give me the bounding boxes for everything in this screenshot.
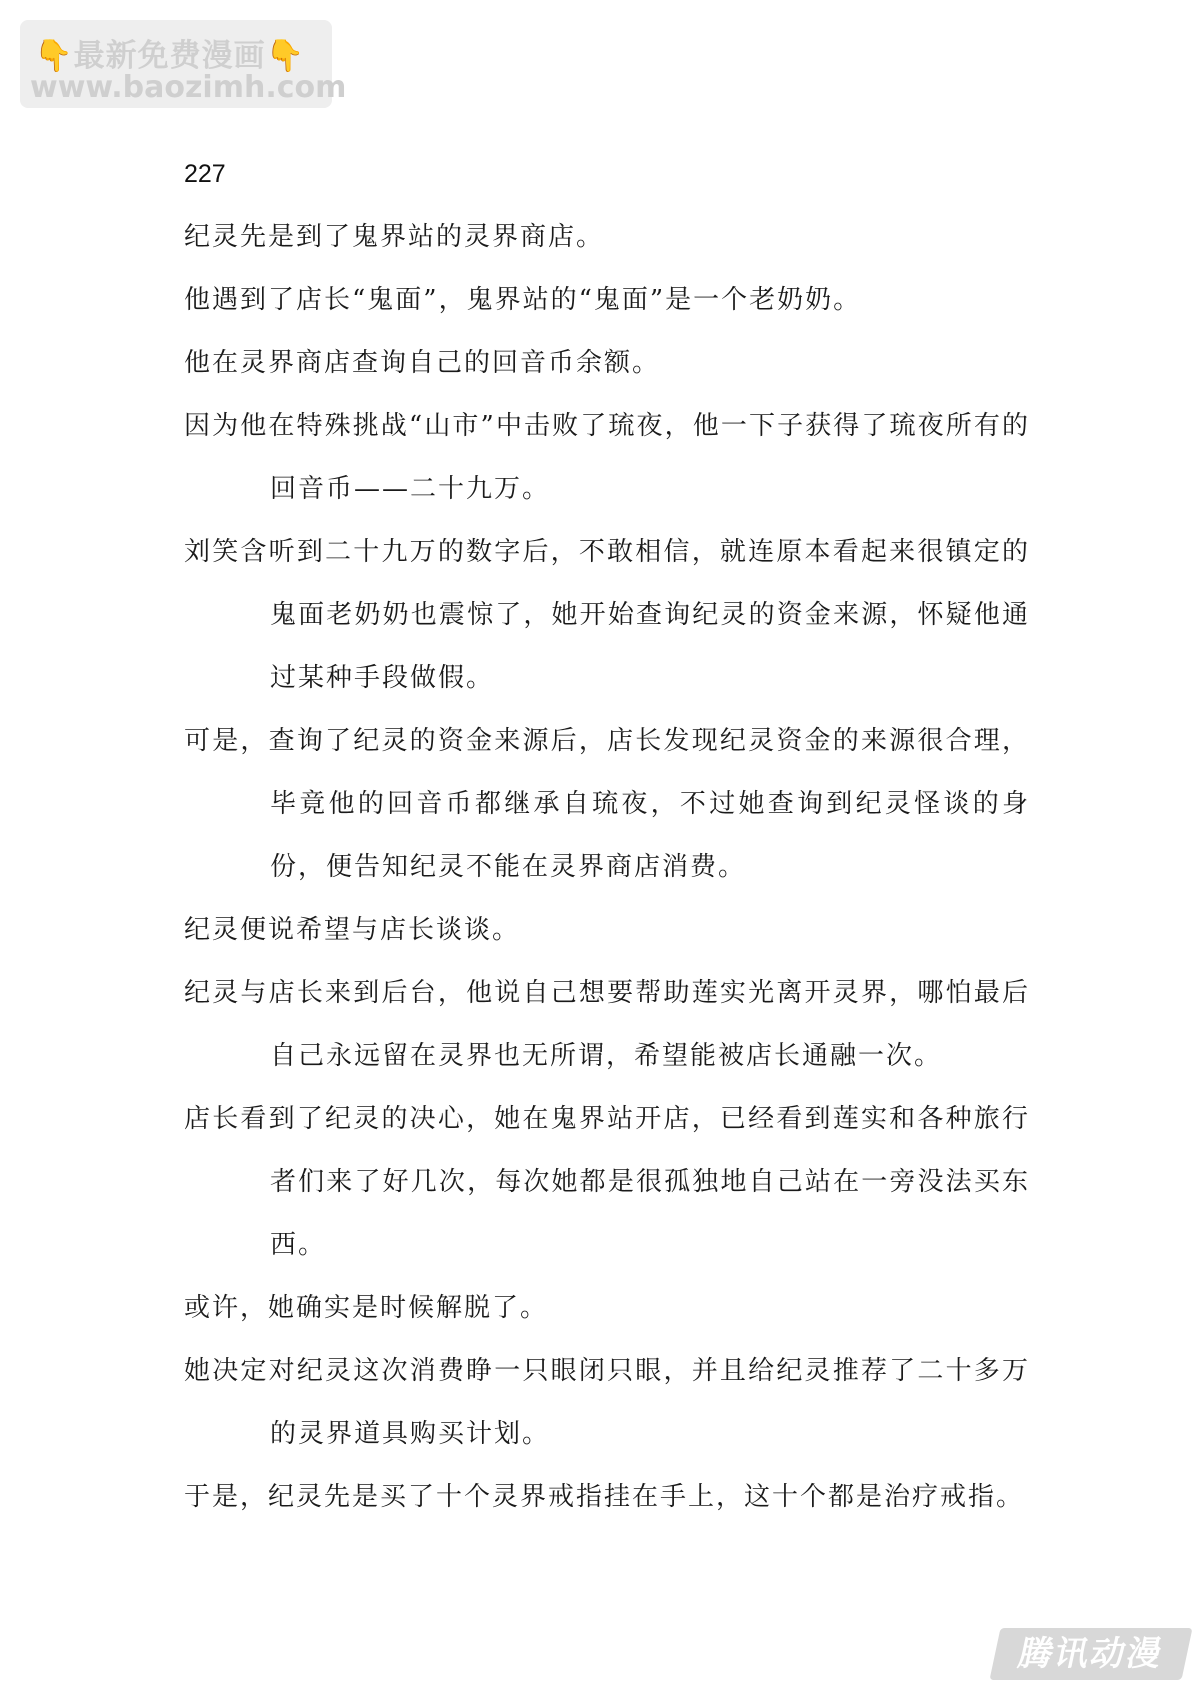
paragraph: 她决定对纪灵这次消费睁一只眼闭只眼，并且给纪灵推荐了二十多万的灵界道具购买计划。 xyxy=(184,1356,1030,1449)
pointing-down-icon: 👇 xyxy=(34,38,74,74)
paragraph: 因为他在特殊挑战“山市”中击败了琉夜，他一下子获得了琉夜所有的回音币——二十九万。 xyxy=(184,411,1030,504)
paragraph: 他在灵界商店查询自己的回音币余额。 xyxy=(184,348,661,378)
document-body xyxy=(184,206,1030,1529)
watermark-badge xyxy=(20,20,347,108)
paragraph: 可是，查询了纪灵的资金来源后，店长发现纪灵资金的来源很合理，毕竟他的回音币都继承自琉夜，不过她查询到纪灵怪谈的身份，便告知纪灵不能在灵界商店消费。 xyxy=(184,726,1030,882)
pointing-down-icon: 👇 xyxy=(265,38,306,74)
watermark-url: www.baozimh.com xyxy=(30,70,347,105)
paragraph: 纪灵与店长来到后台，他说自己想要帮助莲实光离开灵界，哪怕最后自己永远留在灵界也无所谓，希望能被店长通融一次。 xyxy=(184,978,1030,1071)
paragraph: 于是，纪灵先是买了十个灵界戒指挂在手上，这十个都是治疗戒指。 xyxy=(184,1482,1025,1512)
paragraph: 纪灵便说希望与店长谈谈。 xyxy=(184,915,521,945)
paragraph: 纪灵先是到了鬼界站的灵界商店。 xyxy=(184,222,605,252)
paragraph: 店长看到了纪灵的决心，她在鬼界站开店，已经看到莲实和各种旅行者们来了好几次，每次她都是很孤独地自己站在一旁没法买东西。 xyxy=(184,1104,1030,1260)
watermark-title xyxy=(34,30,305,75)
watermark-text: 最新免费漫画 xyxy=(73,38,266,74)
paragraph: 刘笑含听到二十九万的数字后，不敢相信，就连原本看起来很镇定的鬼面老奶奶也震惊了，她开始查询纪灵的资金来源，怀疑他通过某种手段做假。 xyxy=(184,537,1030,693)
paragraph: 他遇到了店长“鬼面”，鬼界站的“鬼面”是一个老奶奶。 xyxy=(184,285,862,315)
paragraph: 或许，她确实是时候解脱了。 xyxy=(184,1293,549,1323)
page-number: 227 xyxy=(184,160,226,188)
tencent-comics-watermark: 腾讯动漫 xyxy=(989,1628,1192,1680)
